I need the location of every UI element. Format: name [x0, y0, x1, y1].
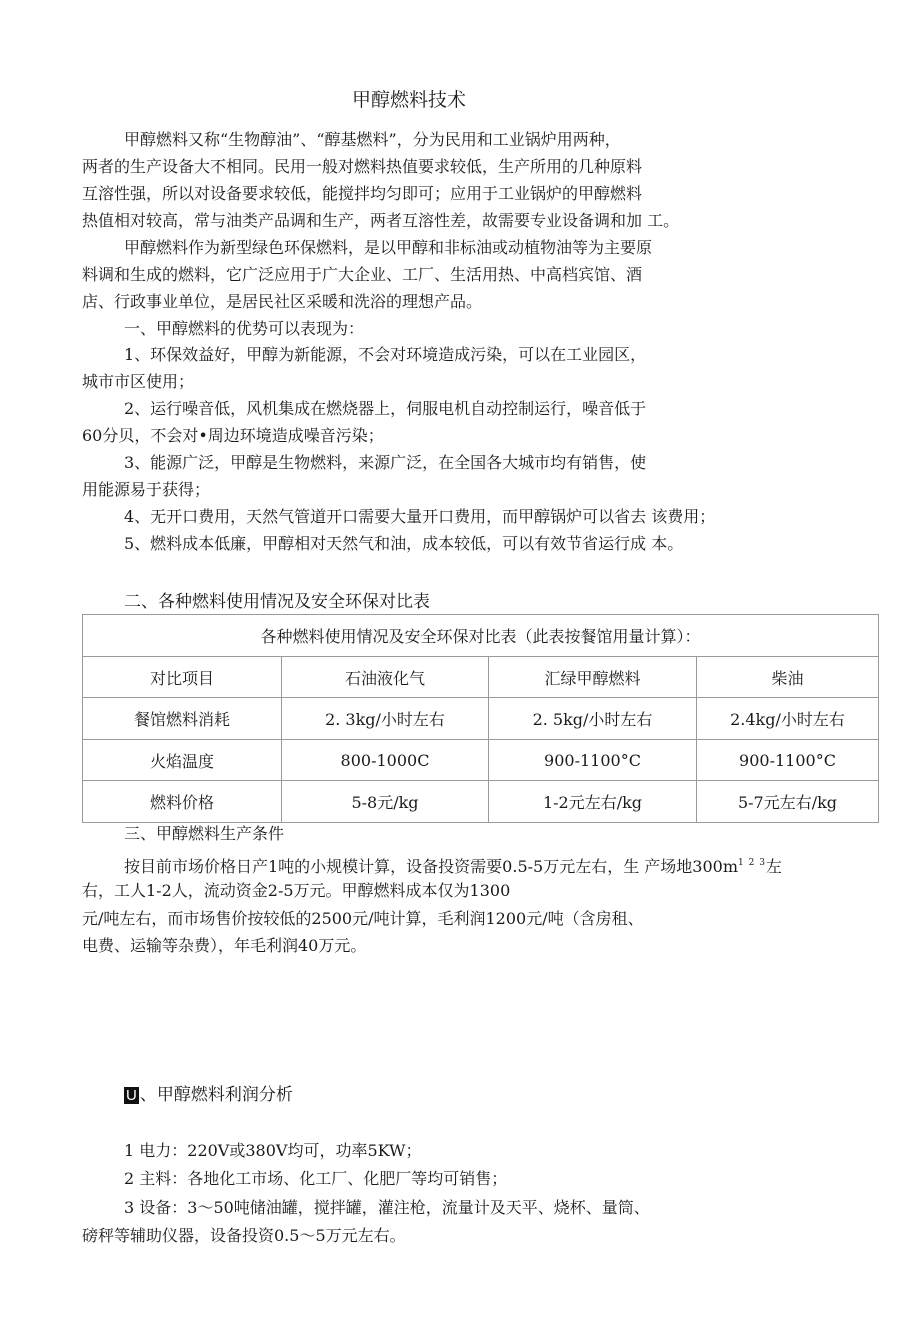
production-line: 元/吨左右，而市场售价按较低的2500元/吨计算，毛利润1200元/吨（含房租、: [82, 909, 644, 928]
production-line: 右，工人1-2人，流动资金2-5万元。甲醇燃料成本仅为1300: [82, 881, 511, 900]
table-cell: 2. 5kg/小时左右: [489, 698, 697, 740]
requirement-line: 3 设备：3〜50吨储油罐，搅拌罐，灌注枪，流量计及天平、烧杯、量筒、: [124, 1198, 650, 1217]
table-cell: 5-7元左右/kg: [697, 781, 879, 823]
production-line: 电费、运输等杂费），年毛利润40万元。: [82, 936, 367, 955]
table-row: [83, 698, 879, 740]
table-header-cell: 对比项目: [83, 657, 282, 698]
intro-line: 店、行政事业单位，是居民社区采暖和洗浴的理想产品。: [82, 292, 483, 311]
table-cell: 800-1000C: [282, 740, 489, 781]
table-cell: 900-1100°C: [489, 740, 697, 781]
table-cell: 2.4kg/小时左右: [697, 698, 879, 740]
table-row: [83, 740, 879, 781]
table-header-cell: 汇绿甲醇燃料: [489, 657, 697, 698]
comparison-table: [82, 614, 879, 823]
production-text: 左: [765, 857, 782, 876]
intro-line: 热值相对较高，常与油类产品调和生产，两者互溶性差，故需要专业设备调和加 工。: [82, 211, 680, 230]
intro-line: 料调和生成的燃料，它广泛应用于广大企业、工厂、生活用热、中高档宾馆、酒: [82, 265, 643, 284]
table-cell: 5-8元/kg: [282, 781, 489, 823]
profit-heading: [124, 1084, 293, 1106]
intro-line: 甲醇燃料作为新型绿色环保燃料，是以甲醇和非标油或动植物油等为主要原: [124, 238, 653, 257]
table-cell: 火焰温度: [83, 740, 282, 781]
table-caption-row: [83, 615, 879, 657]
intro-line: 互溶性强，所以对设备要求较低，能搅拌均匀即可；应用于工业锅炉的甲醇燃料: [82, 184, 643, 203]
comparison-heading: 二、各种燃料使用情况及安全环保对比表: [124, 592, 430, 612]
requirement-line: 2 主料：各地化工市场、化工厂、化肥厂等均可销售；: [124, 1169, 508, 1188]
profit-heading-text: 、甲醇燃料利润分析: [139, 1085, 293, 1105]
table-caption: 各种燃料使用情况及安全环保对比表（此表按餐馆用量计算）：: [83, 615, 879, 657]
production-line: [124, 852, 782, 878]
boxed-marker: U: [126, 1087, 137, 1104]
table-cell: 餐馆燃料消耗: [83, 698, 282, 740]
requirement-line: 1 电力：220V或380V均可，功率5KW；: [124, 1141, 422, 1160]
advantage-line: 3、能源广泛，甲醇是生物燃料，来源广泛，在全国各大城市均有销售，使: [124, 453, 647, 472]
requirement-line: 磅秤等辅助仪器，设备投资0.5〜5万元左右。: [82, 1226, 406, 1245]
advantage-line: 1、环保效益好，甲醇为新能源，不会对环境造成污染，可以在工业园区，: [124, 345, 647, 364]
advantage-line: 4、无开口费用，天然气管道开口需要大量开口费用，而甲醇锅炉可以省去 该费用；: [124, 507, 716, 526]
intro-line: 甲醇燃料又称“生物醇油”、“醇基燃料”，分为民用和工业锅炉用两种，: [124, 130, 621, 149]
advantage-line: 5、燃料成本低廉，甲醇相对天然气和油，成本较低，可以有效节省运行成 本。: [124, 534, 684, 553]
table-cell: 1-2元左右/kg: [489, 781, 697, 823]
table-header-cell: 石油液化气: [282, 657, 489, 698]
advantage-line: 60分贝，不会对•周边环境造成噪音污染；: [82, 426, 384, 445]
advantage-line: 用能源易于获得；: [82, 480, 211, 499]
table-row: [83, 781, 879, 823]
advantage-line: 城市市区使用；: [82, 372, 195, 391]
production-text: 按目前市场价格日产1吨的小规模计算，设备投资需要0.5-5万元左右，生 产场地300m: [124, 857, 739, 876]
advantages-heading: 一、甲醇燃料的优势可以表现为：: [124, 319, 365, 338]
page-title: 甲醇燃料技术: [352, 89, 467, 111]
table-cell: 2. 3kg/小时左右: [282, 698, 489, 740]
intro-line: 两者的生产设备大不相同。民用一般对燃料热值要求较低，生产所用的几种原料: [82, 157, 643, 176]
table-header-row: [83, 657, 879, 698]
table-cell: 燃料价格: [83, 781, 282, 823]
production-heading: 三、甲醇燃料生产条件: [124, 824, 285, 843]
superscript-marks: 1 2 3: [738, 858, 766, 868]
advantage-line: 2、运行噪音低，风机集成在燃烧器上，伺服电机自动控制运行，噪音低于: [124, 399, 647, 418]
table-header-cell: 柴油: [697, 657, 879, 698]
table-cell: 900-1100°C: [697, 740, 879, 781]
